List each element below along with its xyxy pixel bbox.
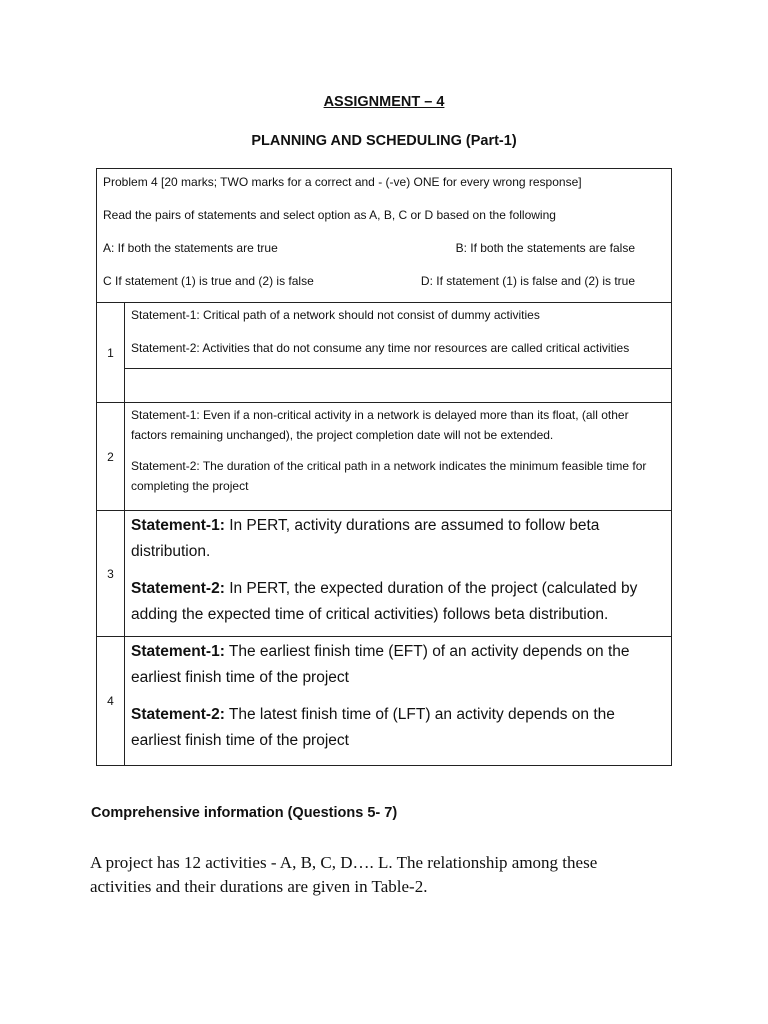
- problem-instruction: Read the pairs of statements and select option as A, B, C or D based on the following: [103, 208, 556, 222]
- statement-1-label: Statement-1:: [131, 408, 200, 422]
- option-b: B: If both the statements are false: [455, 241, 635, 255]
- options-row-cd: [103, 271, 665, 291]
- question-row: [97, 403, 672, 511]
- options-row-ab: [103, 238, 665, 258]
- question-row: [97, 637, 672, 766]
- question-row: [97, 303, 672, 369]
- answer-cell: [125, 369, 672, 403]
- statement-2: [125, 338, 671, 358]
- option-c: C If statement (1) is true and (2) is false: [103, 274, 314, 288]
- statement-1: [125, 637, 671, 693]
- statement-2-label: Statement-2:: [131, 580, 225, 597]
- comprehensive-heading: Comprehensive information (Questions 5- 7): [91, 805, 398, 821]
- question-number: 2: [97, 403, 125, 511]
- statement-2-text: The duration of the critical path in a network indicates the minimum feasible time for completing the project: [131, 459, 647, 493]
- question-row: [97, 511, 672, 637]
- question-number: 4: [97, 637, 125, 766]
- statement-1: [125, 305, 671, 325]
- questions-table: [96, 168, 672, 766]
- statement-2-label: Statement-2:: [131, 459, 200, 473]
- statement-1-text: Even if a non-critical activity in a network is delayed more than its float, (all other factors remaining unchanged), the project completion date will not be extended.: [131, 408, 629, 442]
- statement-1-label: Statement-1:: [131, 517, 225, 534]
- statement-1-label: Statement-1:: [131, 308, 200, 322]
- option-d: D: If statement (1) is false and (2) is true: [420, 274, 635, 288]
- statement-2-text: The latest finish time of (LFT) an activity depends on the earliest finish time of the project: [131, 706, 615, 749]
- statement-2: [125, 700, 671, 756]
- statement-1-text: Critical path of a network should not consist of dummy activities: [199, 308, 540, 322]
- assignment-subtitle: PLANNING AND SCHEDULING (Part-1): [251, 133, 517, 149]
- question-number: 1: [97, 303, 125, 403]
- problem-header-row: [97, 169, 672, 303]
- statement-2: [125, 454, 671, 498]
- statement-2-text: Activities that do not consume any time nor resources are called critical activities: [199, 341, 630, 355]
- statement-2: [125, 574, 671, 630]
- question-number: 3: [97, 511, 125, 637]
- statement-2-label: Statement-2:: [131, 706, 225, 723]
- statement-2-text: In PERT, the expected duration of the project (calculated by adding the expected time of critical activities) follows beta distribution.: [131, 580, 638, 623]
- answer-row: [97, 369, 672, 403]
- statement-1-text: In PERT, activity durations are assumed to follow beta distribution.: [131, 517, 600, 560]
- problem-header: Problem 4 [20 marks; TWO marks for a correct and - (-ve) ONE for every wrong response]: [103, 175, 582, 189]
- option-a: A: If both the statements are true: [103, 241, 278, 255]
- statement-1: [125, 511, 671, 567]
- assignment-title: ASSIGNMENT – 4: [323, 94, 445, 110]
- statement-1: [125, 403, 671, 447]
- statement-1-text: The earliest finish time (EFT) of an activity depends on the earliest finish time of the project: [131, 643, 630, 686]
- statement-2-label: Statement-2:: [131, 341, 200, 355]
- comprehensive-paragraph: A project has 12 activities - A, B, C, D…. L. The relationship among these activities and their durations are given in Table-2.: [90, 853, 598, 896]
- statement-1-label: Statement-1:: [131, 643, 225, 660]
